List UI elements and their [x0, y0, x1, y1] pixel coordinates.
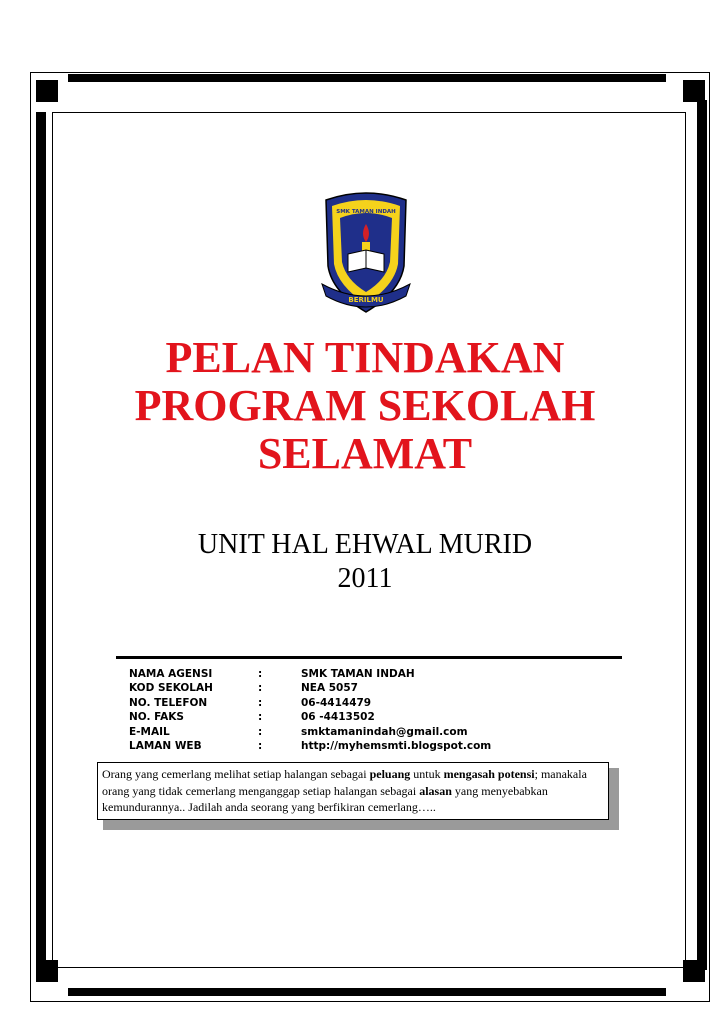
info-value: smktamanindah@gmail.com: [301, 725, 468, 738]
info-value: http://myhemsmti.blogspot.com: [301, 739, 492, 752]
corner-mark-tl: [36, 80, 58, 102]
border-bar-top: [68, 74, 666, 82]
info-label: NAMA AGENSI: [129, 668, 213, 680]
motivational-quote-box: [97, 762, 609, 820]
corner-mark-tr: [683, 80, 705, 102]
crest-motto: BERILMU: [348, 296, 384, 304]
unit-year: 2011: [337, 563, 393, 594]
info-value: SMK TAMAN INDAH: [301, 668, 415, 680]
border-bar-bottom: [68, 988, 666, 996]
unit-heading: [60, 528, 670, 596]
quote-text: Orang yang cemerlang melihat setiap halangan sebagai: [102, 767, 370, 781]
info-label: KOD SEKOLAH: [129, 682, 213, 695]
quote-text: untuk: [410, 767, 444, 781]
corner-mark-br: [683, 960, 705, 982]
document-title: [60, 334, 670, 478]
info-value: 06-4414479: [301, 696, 372, 709]
info-label: NO. FAKS: [129, 711, 184, 724]
info-divider: [116, 656, 622, 659]
title-line-1: PELAN TINDAKAN: [165, 333, 565, 382]
info-separator: :: [258, 739, 263, 752]
info-label: E-MAIL: [129, 725, 170, 738]
info-separator: :: [258, 682, 263, 695]
info-label: NO. TELEFON: [129, 696, 208, 709]
title-line-3: SELAMAT: [257, 429, 473, 478]
border-bar-right: [697, 100, 707, 970]
quote-emphasis: mengasah potensi: [443, 767, 535, 781]
title-line-2: PROGRAM SEKOLAH: [134, 381, 596, 430]
school-crest-logo: [318, 188, 414, 318]
info-value: NEA 5057: [301, 682, 358, 695]
unit-name: UNIT HAL EHWAL MURID: [197, 529, 533, 560]
info-label: LAMAN WEB: [129, 739, 202, 752]
quote-text: ; manakala orang yang tidak cemerlang menganggap setiap halangan sebagai: [102, 767, 587, 798]
info-separator: :: [258, 696, 263, 709]
crest-school-name: SMK TAMAN INDAH: [336, 209, 396, 215]
quote-emphasis: peluang: [369, 767, 411, 781]
quote-text: yang menyebabkan kemundurannya.. Jadilah anda seorang yang berfikiran cemerlang…..: [102, 783, 548, 814]
info-separator: :: [258, 711, 263, 724]
border-bar-left: [36, 112, 46, 982]
info-separator: :: [258, 668, 263, 680]
quote-emphasis: alasan: [419, 783, 452, 798]
info-separator: :: [258, 725, 263, 738]
info-value: 06 -4413502: [301, 711, 375, 724]
